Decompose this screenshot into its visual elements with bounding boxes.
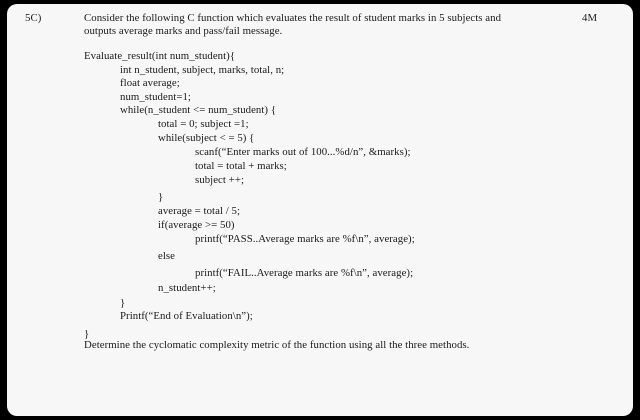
instruction-text: Determine the cyclomatic complexity metric of the function using all the three methods. (84, 339, 470, 351)
code-line: float average; (120, 77, 180, 89)
code-line: printf(“FAIL..Average marks are %f\n”, average); (195, 267, 414, 279)
code-line: } (158, 191, 164, 203)
code-line: total = total + marks; (195, 160, 287, 172)
code-line: else (158, 250, 175, 262)
code-line: } (120, 297, 126, 309)
question-marks: 4M (582, 12, 598, 24)
code-line: num_student=1; (120, 91, 191, 103)
question-number: 5C) (25, 12, 42, 24)
code-line: } (84, 328, 90, 340)
document-page (7, 4, 633, 416)
code-line: n_student++; (158, 282, 216, 294)
code-line: Evaluate_result(int num_student){ (84, 50, 236, 62)
code-line: while(subject < = 5) { (158, 132, 255, 144)
code-line: average = total / 5; (158, 205, 241, 217)
code-line: Printf(“End of Evaluation\n”); (120, 310, 253, 322)
code-line: scanf(“Enter marks out of 100...%d/n”, &marks); (195, 146, 411, 158)
question-text-line-1: Consider the following C function which evaluates the result of student marks in 5 subjects and (84, 12, 502, 24)
code-line: printf(“PASS..Average marks are %f\n”, average); (195, 233, 415, 245)
question-text-line-2: outputs average marks and pass/fail message. (84, 25, 283, 37)
code-line: if(average >= 50) (158, 219, 235, 231)
code-line: int n_student, subject, marks, total, n; (120, 64, 285, 76)
code-line: subject ++; (195, 174, 245, 186)
code-line: total = 0; subject =1; (158, 118, 249, 130)
code-line: while(n_student <= num_student) { (120, 104, 277, 116)
